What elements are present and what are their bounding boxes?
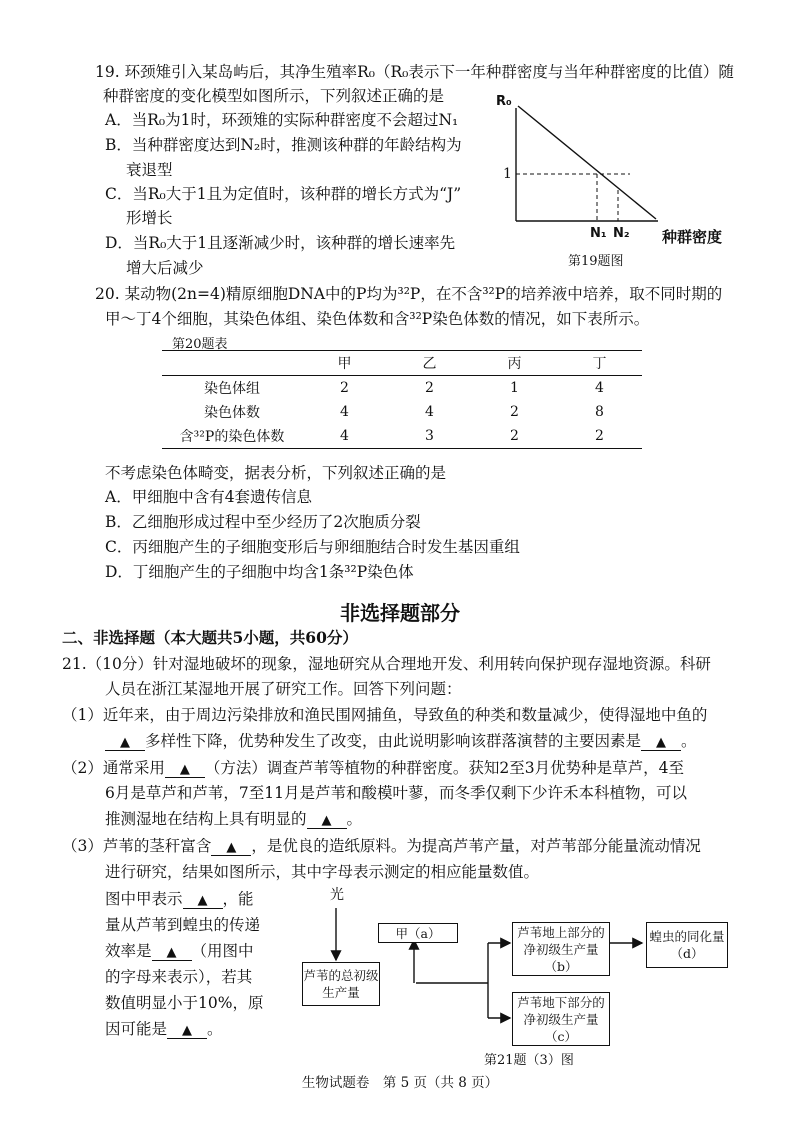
q21-caption: 第21题（3）图 (484, 1053, 574, 1068)
table-cell: 4 (302, 424, 387, 449)
table-cell: 染色体数 (204, 405, 260, 421)
table-cell: 4 (595, 380, 604, 396)
q21-part1-line2: ▲ 多样性下降，优势种发生了改变，由此说明影响该群落演替的主要因素是 ▲ 。 (105, 731, 697, 751)
q20-option-c: C．丙细胞产生的子细胞变形后与卵细胞结合时发生基因重组 (105, 538, 520, 556)
table-cell: 2 (557, 424, 642, 449)
table-row (162, 376, 642, 401)
answer-blank[interactable]: ▲ (641, 736, 681, 751)
answer-blank[interactable]: ▲ (211, 841, 251, 856)
table-cell: 2 (340, 380, 349, 396)
q21-part2-line3: 推测湿地在结构上具有明显的 ▲ 。 (105, 810, 363, 828)
q19-option-d-line2: 增大后减少 (126, 259, 204, 277)
q21-side-line1: 图中甲表示 ▲ ，能 (105, 890, 254, 908)
q19-option-a: A．当R₀为1时，环颈雉的实际种群密度不会超过N₁ (105, 111, 459, 129)
table-cell: 2 (425, 380, 434, 396)
answer-blank[interactable]: ▲ (165, 763, 205, 778)
table-header-cell: 乙 (387, 351, 472, 376)
q21-side-line5: 数值明显小于10%，原 (105, 994, 264, 1012)
answer-blank[interactable]: ▲ (152, 946, 192, 961)
table-cell: 含³²P的染色体数 (162, 424, 302, 449)
q20-stem-line1: 20. 某动物(2n=4)精原细胞DNA中的P均为³²P，在不含³²P的培养液中培养，取不同时期的 (95, 285, 723, 303)
q21-part3-line1: （3）芦苇的茎秆富含 ▲ ，是优良的造纸原料。为提高芦苇产量，对芦苇部分能量流动情况 (62, 837, 701, 855)
q20-lead: 不考虑染色体畸变，据表分析，下列叙述正确的是 (105, 464, 447, 482)
section-title: 非选择题部分 (340, 601, 460, 625)
table-cell: 3 (387, 424, 472, 449)
answer-blank[interactable]: ▲ (167, 1024, 207, 1039)
q21-part2-line2: 6月是草芦和芦苇，7至11月是芦苇和酸模叶蓼，而冬季仅剩下少许禾本科植物，可以 (105, 784, 687, 802)
q21-intro-line2: 人员在浙江某湿地开展了研究工作。回答下列问题： (105, 680, 462, 698)
q20-option-b: B．乙细胞形成过程中至少经历了2次胞质分裂 (105, 513, 421, 531)
table-header-cell: 丙 (472, 351, 557, 376)
r0-line (518, 106, 656, 219)
q19-option-c-line2: 形增长 (126, 209, 173, 227)
q19-option-d-line1: D．当R₀大于1且逐渐减少时，该种群的增长速率先 (105, 234, 456, 252)
q21-part1-line1: （1）近年来，由于周边污染排放和渔民围网捕鱼，导致鱼的种类和数量减少，使得湿地中鱼的 (62, 706, 708, 724)
q19-caption: 第19题图 (568, 254, 624, 269)
box-gross-primary-production: 芦苇的总初级生产量 (302, 962, 380, 1006)
box-jia: 甲（a） (378, 923, 458, 943)
box-below-ground-npp: 芦苇地下部分的净初级生产量（c） (512, 992, 610, 1046)
q21-part2-line1: （2）通常采用 ▲ （方法）调查芦苇等植物的种群密度。获知2至3月优势种是草芦，4至 (62, 759, 684, 777)
q21-light-label: 光 (330, 887, 344, 903)
table-row (162, 400, 642, 424)
table-cell: 1 (510, 380, 519, 396)
q21-part3-line2: 进行研究，结果如图所示，其中字母表示测定的相应能量数值。 (105, 863, 540, 881)
q21-side-line3: 效率是 ▲ （用图中 (105, 942, 254, 960)
table-header-cell: 甲 (302, 351, 387, 376)
q21-side-line4: 的字母来表示），若其 (105, 968, 253, 986)
q19-option-b-line2: 衰退型 (126, 161, 173, 179)
table-cell: 4 (425, 404, 434, 420)
box-locust-assimilation: 蝗虫的同化量（d） (646, 922, 728, 968)
q20-option-a: A．甲细胞中含有4套遗传信息 (105, 488, 313, 506)
q21-intro-line1: 21.（10分）针对湿地破坏的现象，湿地研究从合理地开发、利用转向保护现存湿地资源。科研 (62, 655, 711, 673)
table-header-row (162, 351, 642, 376)
q19-stem-line2: 种群密度的变化模型如图所示，下列叙述正确的是 (103, 87, 445, 105)
q20-option-d: D．丁细胞产生的子细胞中均含1条³²P染色体 (105, 563, 414, 581)
table-cell: 8 (595, 404, 604, 420)
answer-blank[interactable]: ▲ (183, 894, 223, 909)
q19-stem-line1: 19. 环颈雉引入某岛屿后，其净生殖率R₀（R₀表示下一年种群密度与当年种群密度的比值）随 (95, 63, 734, 81)
box-above-ground-npp: 芦苇地上部分的净初级生产量（b） (512, 922, 610, 976)
table-cell: 4 (340, 404, 349, 420)
q21-side-line6: 因可能是 ▲ 。 (105, 1020, 223, 1038)
table-cell: 染色体组 (204, 381, 260, 397)
q19-tick-1: 1 (503, 166, 512, 182)
q21-side-line2: 量从芦苇到蝗虫的传递 (105, 916, 261, 934)
q19-n2-label: N₂ (613, 226, 630, 241)
table-header-cell (162, 351, 302, 376)
q19-option-c-line1: C．当R₀大于1且为定值时，该种群的增长方式为“J” (105, 185, 462, 203)
page-footer: 生物试题卷 第 5 页（共 8 页） (301, 1075, 499, 1091)
answer-blank[interactable]: ▲ (307, 814, 347, 829)
q19-option-b-line1: B．当种群密度达到N₂时，推测该种群的年龄结构为 (105, 136, 462, 154)
q19-n1-label: N₁ (590, 226, 607, 241)
table-row (162, 424, 642, 449)
q19-y-label: R₀ (496, 94, 512, 109)
q20-stem-line2: 甲～丁4个细胞，其染色体组、染色体数和含³²P染色体数的情况，如下表所示。 (105, 310, 650, 328)
part2-heading: 二、非选择题（本大题共5小题，共60分） (62, 628, 358, 647)
table-cell: 2 (472, 424, 557, 449)
table-cell: 2 (510, 404, 519, 420)
q20-table-caption: 第20题表 (172, 337, 228, 352)
table-header-cell: 丁 (557, 351, 642, 376)
q20-table (162, 350, 642, 449)
q19-x-label: 种群密度 (662, 228, 723, 246)
answer-blank[interactable]: ▲ (105, 736, 145, 751)
